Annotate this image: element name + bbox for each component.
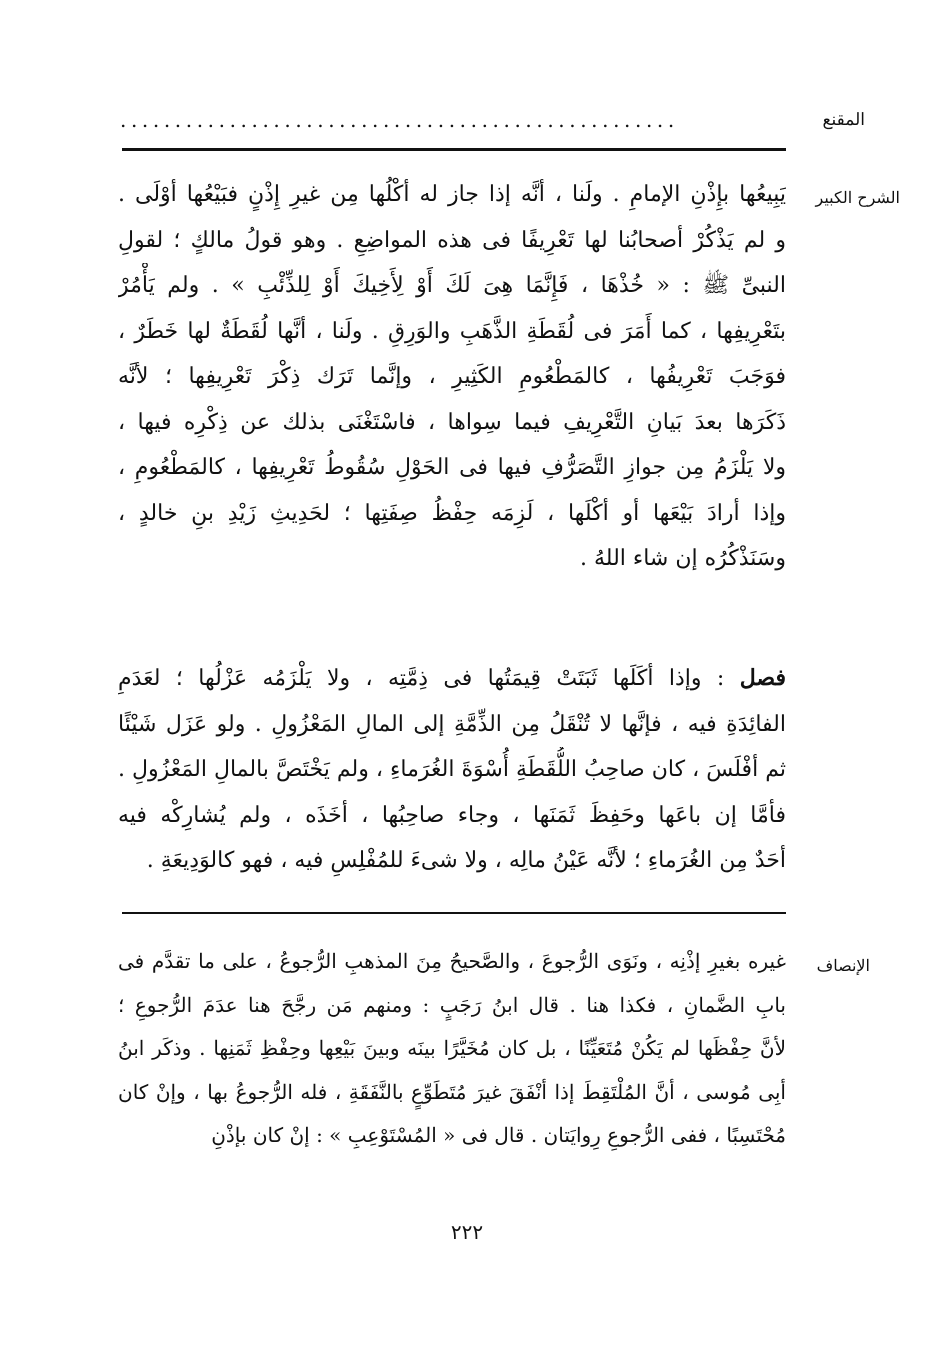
running-header-title: المقنع <box>822 110 865 130</box>
fasl-first-line: : وإذا أكَلَها ثَبَتَتْ قِيمَتُها فى ذِمَّتِه ، ولا يَلْزَمُه عَزْلُها ؛ لعَدَمِ <box>118 666 740 691</box>
text-line: وإذا أرادَ بَيْعَها أو أكْلَها ، لَزِمَه حِفْظُ صِفَتِها ؛ لحَدِيثِ زَيْدِ بنِ خالدٍ ، <box>118 500 786 526</box>
margin-label-insaf: الإنصاف <box>816 956 870 975</box>
text-line: بابِ الضَّمانِ ، فكذا هنا . قال ابنُ رَجَبٍ : ومنهم مَن رجَّحَ هنا عدَمَ الرُّجوعِ ؛ <box>118 992 786 1017</box>
text-line: أحَدٌ مِن الغُرَماءِ ؛ لأنَّه عَيْنُ مالِه ، ولا شىءَ للمُفْلِسِ فيه ، فهو كالوَدِيعَةِ . <box>146 848 786 873</box>
text-line: الفائِدَةِ فيه ، فإنَّها لا تُنْقَلُ مِن الذِّمَّةِ إلى المالِ المَعْزُولِ . ولو عَزَل شَيْئًا <box>118 711 786 737</box>
margin-label-sharh: الشرح الكبير <box>815 188 900 207</box>
text-line: بتَعْرِيفِها ، كما أَمَرَ فى لُقَطَةِ الذَّهَبِ والوَرِقِ . ولَنا ، أنَّها لُقَطَةٌ لها خَطَرٌ ، <box>118 318 786 344</box>
text-line: غيره بغيرِ إذْنِه ، ونَوَى الرُّجوعَ ، والصَّحيحُ مِنَ المذهبِ الرُّجوعُ ، على ما تقدَّم فى <box>118 949 786 973</box>
fasl-section <box>118 656 786 884</box>
text-line: فأمَّا إن باعَها وحَفِظَ ثَمَنَها ، وجاء صاحِبُها ، أخَذَه ، ولم يُشارِكْه فيه <box>118 802 786 828</box>
text-line: ولا يَلْزَمُ مِن جوازِ التَّصَرُّفِ فيها فى الحَوْلِ سُقُوطُ تَعْرِيفِها ، كالمَطْعُومِ ، <box>118 455 786 480</box>
section-divider <box>122 912 786 914</box>
page-number: ٢٢٢ <box>450 1220 484 1244</box>
header-dotted-leader: ................................................... <box>120 108 679 132</box>
text-line: أبِى مُوسى ، أنَّ المُلْتَقِطَ إذا أنْفَقَ غيرَ مُتَطَوِّعٍ بالنَّفَقَةِ ، فله الرُّجوعُ بها ، وإنْ كان <box>118 1079 786 1104</box>
text-line: وسَنَذْكُرُه إن شاء اللهُ . <box>580 546 786 571</box>
text-line: فوَجَبَ تَعْرِيفُها ، كالمَطْعُومِ الكَثِيرِ ، وإنَّما تَرَك ذِكْرَ تَعْرِيفِها ؛ لأنَّه <box>118 364 786 389</box>
text-line: و لم يَذْكُرْ أصحابُنا لها تَعْرِيفًا فى هذه المواضِعِ . وهو قولُ مالكٍ ؛ لقولِ <box>118 227 786 253</box>
text-line: مُحْتَسِبًا ، ففى الرُّجوعِ رِوايَتان . قال فى « المُسْتَوْعِبِ » : إنْ كان بإذْنِ <box>211 1123 786 1147</box>
text-line: لأنَّ حِفْظَها لم يَكُنْ مُتَعَيِّنًا ، بل كان مُخَيَّرًا بينَه وبينَ بَيْعِها وحِفْظِ ثَمَنِها . وذكَر ابنُ <box>118 1036 786 1060</box>
text-line: ثم أفْلَسَ ، كان صاحِبُ اللُّقَطَةِ أُسْوَةَ الغُرَماءِ ، ولم يَخْتَصَّ بالمالِ المَعْزُولِ . <box>118 757 786 782</box>
text-line: النبىِّ ﷺ : « خُذْهَا ، فَإِنَّمَا هِىَ لَكَ أَوْ لِأَخِيكَ أَوْ لِلذِّئْبِ » . ولم يَأْمُرْ <box>118 273 786 298</box>
fasl-heading: فصل <box>739 665 786 691</box>
text-line: يَبِيعُها بإِذْنِ الإمامِ . ولَنا ، أنَّه إذا جاز له أكْلُها مِن غيرِ إِذْنٍ فبَيْعُها أوْلَى . <box>118 182 786 207</box>
insaf-paragraph <box>118 940 786 1158</box>
text-line: ذَكَرَها بعدَ بَيانِ التَّعْرِيفِ فيما سِواها ، فاسْتَغْنَى بذلك عن ذِكْرِه فيها ، <box>118 409 786 435</box>
header-rule <box>122 148 786 151</box>
text-line <box>118 656 786 702</box>
sharh-paragraph <box>118 172 786 582</box>
